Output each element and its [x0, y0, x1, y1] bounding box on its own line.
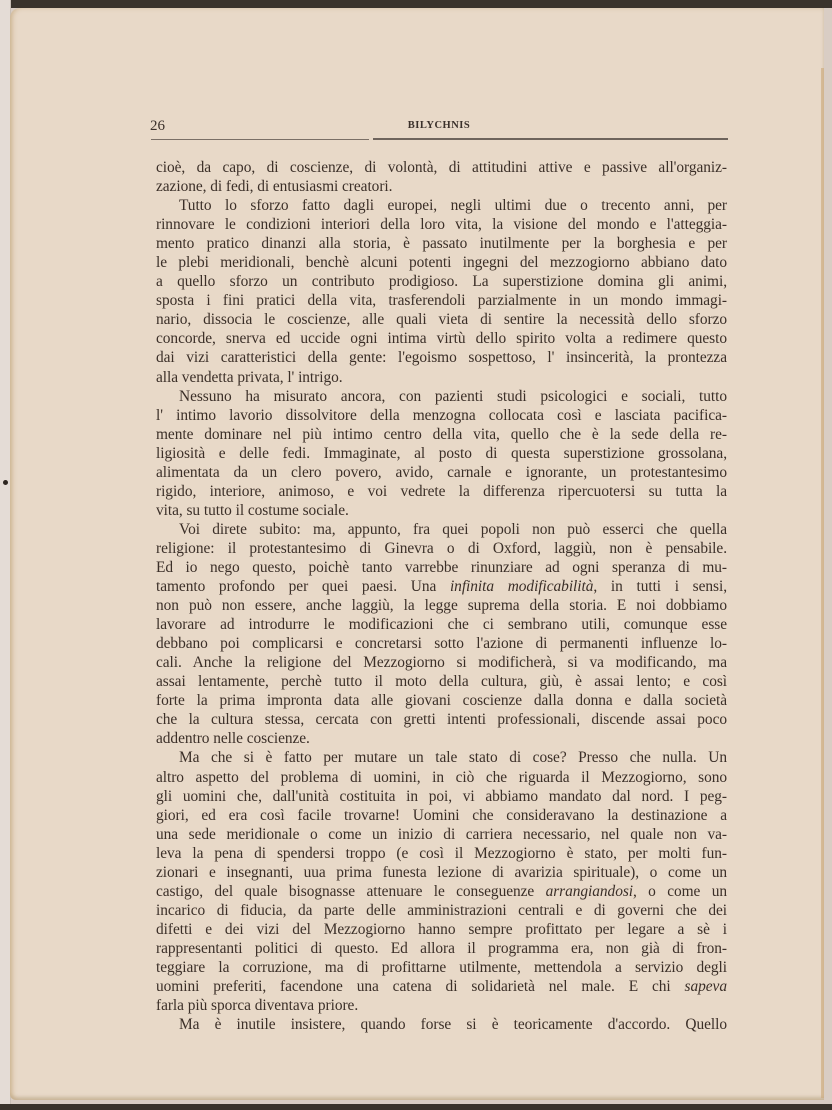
text-line: addentro nelle coscienze. [156, 730, 310, 748]
scan-background-bottom [0, 1104, 832, 1110]
text-line: le plebi meridionali, benchè alcuni potenti ingegni del mezzogiorno abbiano dato [156, 254, 727, 272]
text-line: cioè, da capo, di coscienze, di volontà, di attitudini attive e passive all'organiz- [156, 159, 727, 176]
text-line: Nessuno ha misurato ancora, con pazienti studi psicologici e sociali, tutto [179, 387, 727, 405]
text-line: rappresentanti politici di questo. Ed allora il programma era, non già di fron- [156, 939, 727, 957]
text-line: difetti e dei vizi del Mezzogiorno hanno sempre profittato per legare a sè i [156, 920, 727, 938]
header-rule-right [373, 138, 728, 140]
binding-hole [3, 480, 8, 485]
text-line: rigido, interiore, animoso, e voi vedrete la differenza ripercuotersi su tutta la [156, 482, 727, 500]
text-line: Ed io nego questo, poichè tanto varrebbe rinunziare ad ogni speranza di mu- [156, 558, 727, 576]
running-title: BILYCHNIS [407, 120, 471, 131]
text-segment: , o come un [633, 882, 727, 900]
text-line: Voi direte subito: ma, appunto, fra quei popoli non può esserci che quella [179, 520, 727, 538]
text-line [156, 977, 727, 996]
text-line: zazione, di fedi, di entusiasmi creatori. [156, 178, 393, 196]
text-line: cali. Anche la religione del Mezzogiorno si modificherà, si va modificando, ma [156, 654, 727, 672]
text-line [156, 577, 727, 596]
text-line: l' intimo lavorio dissolvitore della menzogna collocata così e lasciata pacifica- [156, 406, 727, 424]
text-line: rinnovare le condizioni interiori della loro vita, la visione del mondo e l'atteggia- [156, 216, 727, 234]
text-segment: uomini preferiti, facendone una catena di solidarietà nel male. E chi [156, 978, 685, 996]
text-line: nario, dissocia le coscienze, alle quali vieta di sentire la necessità dello sforzo [156, 311, 727, 329]
text-line: Ma che si è fatto per mutare un tale stato di cose? Presso che nulla. Un [179, 749, 727, 767]
text-line: sposta i fini pratici della vita, trasferendoli parzialmente in un mondo immagi- [156, 292, 727, 310]
scan-background-top [0, 0, 832, 8]
text-segment: , in tutti i sensi, [593, 578, 727, 596]
text-line: religione: il protestantesimo di Ginevra o di Oxford, laggiù, non è pensabile. [156, 539, 727, 557]
text-line: non può non essere, anche laggiù, la legge suprema della storia. E noi dobbiamo [156, 597, 727, 615]
text-line: debbano poi complicarsi e concretarsi sotto l'azione di permanenti influenze lo- [156, 635, 727, 653]
text-line: lavorare ad introdurre le modificazioni che ci sembrano utili, comunque esse [156, 616, 727, 634]
text-line: mento pratico dinanzi alla storia, è passato inutilmente per la borghesia e per [156, 235, 727, 253]
text-line: una sede meridionale o come un inizio di carriera necessario, nel quale non va- [156, 825, 727, 843]
running-header [150, 112, 728, 138]
text-line: zionari e insegnanti, uua prima funesta lezione di avarizia spirituale), o come un [156, 863, 727, 881]
text-line: mente dominare nel più intimo centro della vita, quello che è la sede della re- [156, 425, 727, 443]
text-line [156, 882, 727, 901]
header-rule-left [151, 139, 369, 140]
text-line: forte la prima impronta data alle giovani coscienze dalla donna e dalla società [156, 692, 727, 710]
text-line: alimentata da un clero povero, avido, carnale e ignorante, un protestantesimo [156, 463, 727, 481]
italic-emphasis: infinita modificabilità [449, 578, 594, 596]
italic-emphasis: arrangiandosi [545, 882, 634, 900]
page-number: 26 [150, 118, 165, 134]
text-line: incarico di fiducia, da parte delle amministrazioni centrali e di governi che dei [156, 901, 727, 919]
text-line: ligiosità e delle fedi. Immaginate, al posto di questa superstizione grossolana, [156, 444, 727, 462]
text-line: altro aspetto del problema di uomini, in ciò che riguarda il Mezzogiorno, sono [156, 768, 727, 786]
italic-emphasis: sapeva [684, 978, 727, 996]
text-line: Tutto lo sforzo fatto dagli europei, negli ultimi due o trecento anni, per [179, 197, 727, 215]
text-line: Ma è inutile insistere, quando forse si è teoricamente d'accordo. Quello [179, 1016, 727, 1034]
text-line: vita, su tutto il costume sociale. [156, 501, 349, 519]
text-line: che la cultura stessa, cercata con gretti intenti professionali, discende assai poco [156, 711, 727, 729]
text-line: dai vizi caratteristici della gente: l'egoismo sospettoso, l' insincerità, la prontezza [156, 349, 727, 367]
text-segment: tamento profondo per quei paesi. Una [156, 578, 450, 596]
text-line: leva la pena di spendersi troppo (e così il Mezzogiorno è stato, per molti fun- [156, 844, 727, 862]
page-edge [821, 68, 824, 1098]
text-line: teggiare la corruzione, ma di profittarne utilmente, mettendola a servizio degli [156, 958, 727, 976]
text-line: farla più sporca diventava priore. [156, 997, 359, 1015]
body-text [156, 158, 727, 1034]
text-line: a quello sforzo un contributo prodigioso. La superstizione domina gli animi, [156, 273, 727, 291]
text-line: assai lentamente, perchè tutto il moto della cultura, giù, è assai lento; e così [156, 673, 727, 691]
text-line: alla vendetta privata, l' intrigo. [156, 368, 343, 386]
text-line: giori, ed era così facile trovarne! Uomini che consideravano la destinazione a [156, 806, 727, 824]
text-line: concorde, snerva ed uccide ogni intima virtù dello spirito volta a redimere questo [156, 330, 727, 348]
text-segment: castigo, del quale bisognasse attenuare le conseguenze [156, 882, 546, 900]
text-line: gli uomini che, dall'unità costituita in poi, vi abbiamo mandato dal nord. I peg- [156, 787, 727, 805]
